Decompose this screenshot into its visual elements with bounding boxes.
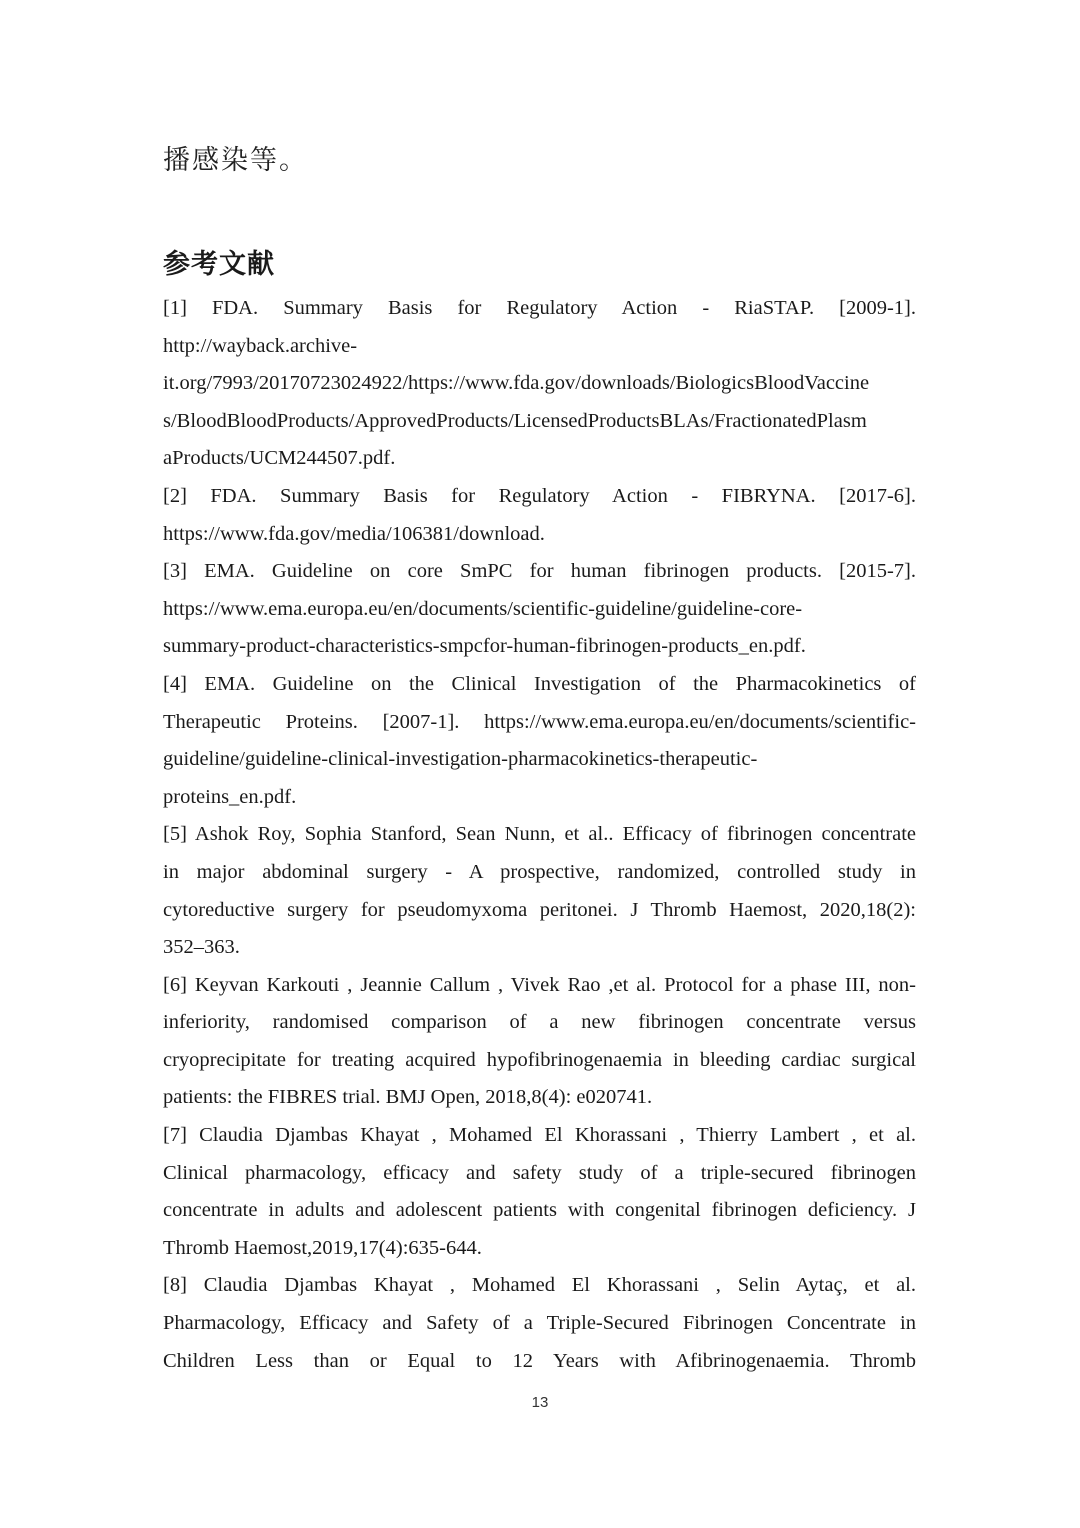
reference-line: [3] EMA. Guideline on core SmPC for human fibrinogen products. [2015-7]. — [163, 560, 916, 583]
reference-line: cryoprecipitate for treating acquired hypofibrinogenaemia in bleeding cardiac surgical — [163, 1048, 916, 1071]
reference-entry — [163, 478, 916, 553]
intro-text: 播感染等。 — [163, 145, 308, 176]
reference-line: summary-product-characteristics-smpcfor-human-fibrinogen-products_en.pdf. — [163, 635, 806, 658]
reference-line: http://wayback.archive- — [163, 334, 358, 357]
reference-line: Thromb Haemost,2019,17(4):635-644. — [163, 1236, 482, 1259]
reference-entry — [163, 816, 916, 966]
reference-line: patients: the FIBRES trial. BMJ Open, 2018,8(4): e020741. — [163, 1086, 653, 1109]
reference-line: it.org/7993/20170723024922/https://www.fda.gov/downloads/BiologicsBloodVaccine — [163, 372, 870, 395]
reference-line: [4] EMA. Guideline on the Clinical Investigation of the Pharmacokinetics of — [163, 672, 916, 695]
reference-line: aProducts/UCM244507.pdf. — [163, 447, 396, 470]
reference-line: [1] FDA. Summary Basis for Regulatory Action - RiaSTAP. [2009-1]. — [163, 297, 916, 319]
reference-line: concentrate in adults and adolescent patients with congenital fibrinogen deficiency. J — [163, 1199, 916, 1222]
reference-line: 352–363. — [163, 936, 240, 959]
reference-entry — [163, 1117, 916, 1267]
reference-line: cytoreductive surgery for pseudomyxoma peritonei. J Thromb Haemost, 2020,18(2): — [163, 898, 916, 921]
reference-entry — [163, 1267, 916, 1380]
reference-line: Therapeutic Proteins. [2007-1]. https://www.ema.europa.eu/en/documents/scientific- — [163, 710, 916, 733]
reference-line: [8] Claudia Djambas Khayat , Mohamed El Khorassani , Selin Aytaç, et al. — [163, 1274, 916, 1297]
references-heading: 参考文献 — [163, 249, 275, 280]
reference-line: Pharmacology, Efficacy and Safety of a Triple-Secured Fibrinogen Concentrate in — [163, 1312, 916, 1335]
reference-line: [2] FDA. Summary Basis for Regulatory Action - FIBRYNA. [2017-6]. — [163, 484, 916, 507]
reference-line: s/BloodBloodProducts/ApprovedProducts/LicensedProductsBLAs/FractionatedPlasm — [163, 409, 867, 432]
reference-line: proteins_en.pdf. — [163, 785, 297, 808]
reference-line: [5] Ashok Roy, Sophia Stanford, Sean Nunn, et al.. Efficacy of fibrinogen concentrate — [163, 823, 916, 846]
reference-line: in major abdominal surgery - A prospective, randomized, controlled study in — [163, 860, 916, 883]
reference-line: https://www.ema.europa.eu/en/documents/scientific-guideline/guideline-core- — [163, 597, 803, 620]
reference-line: Clinical pharmacology, efficacy and safety study of a triple-secured fibrinogen — [163, 1161, 916, 1184]
reference-line: [7] Claudia Djambas Khayat , Mohamed El Khorassani , Thierry Lambert , et al. — [163, 1124, 916, 1147]
reference-line: guideline/guideline-clinical-investigation-pharmacokinetics-therapeutic- — [163, 748, 758, 771]
reference-entry — [163, 290, 916, 478]
reference-entry — [163, 967, 916, 1117]
reference-entry — [163, 666, 916, 816]
reference-line: [6] Keyvan Karkouti , Jeannie Callum , Vivek Rao ,et al. Protocol for a phase III, non- — [163, 973, 916, 996]
reference-line: Children Less than or Equal to 12 Years with Afibrinogenaemia. Thromb — [163, 1349, 916, 1372]
reference-entry — [163, 553, 916, 666]
reference-line: https://www.fda.gov/media/106381/download. — [163, 522, 545, 545]
reference-line: inferiority, randomised comparison of a new fibrinogen concentrate versus — [163, 1011, 916, 1034]
page-number: 13 — [531, 1394, 549, 1411]
reference-list — [163, 290, 916, 1380]
